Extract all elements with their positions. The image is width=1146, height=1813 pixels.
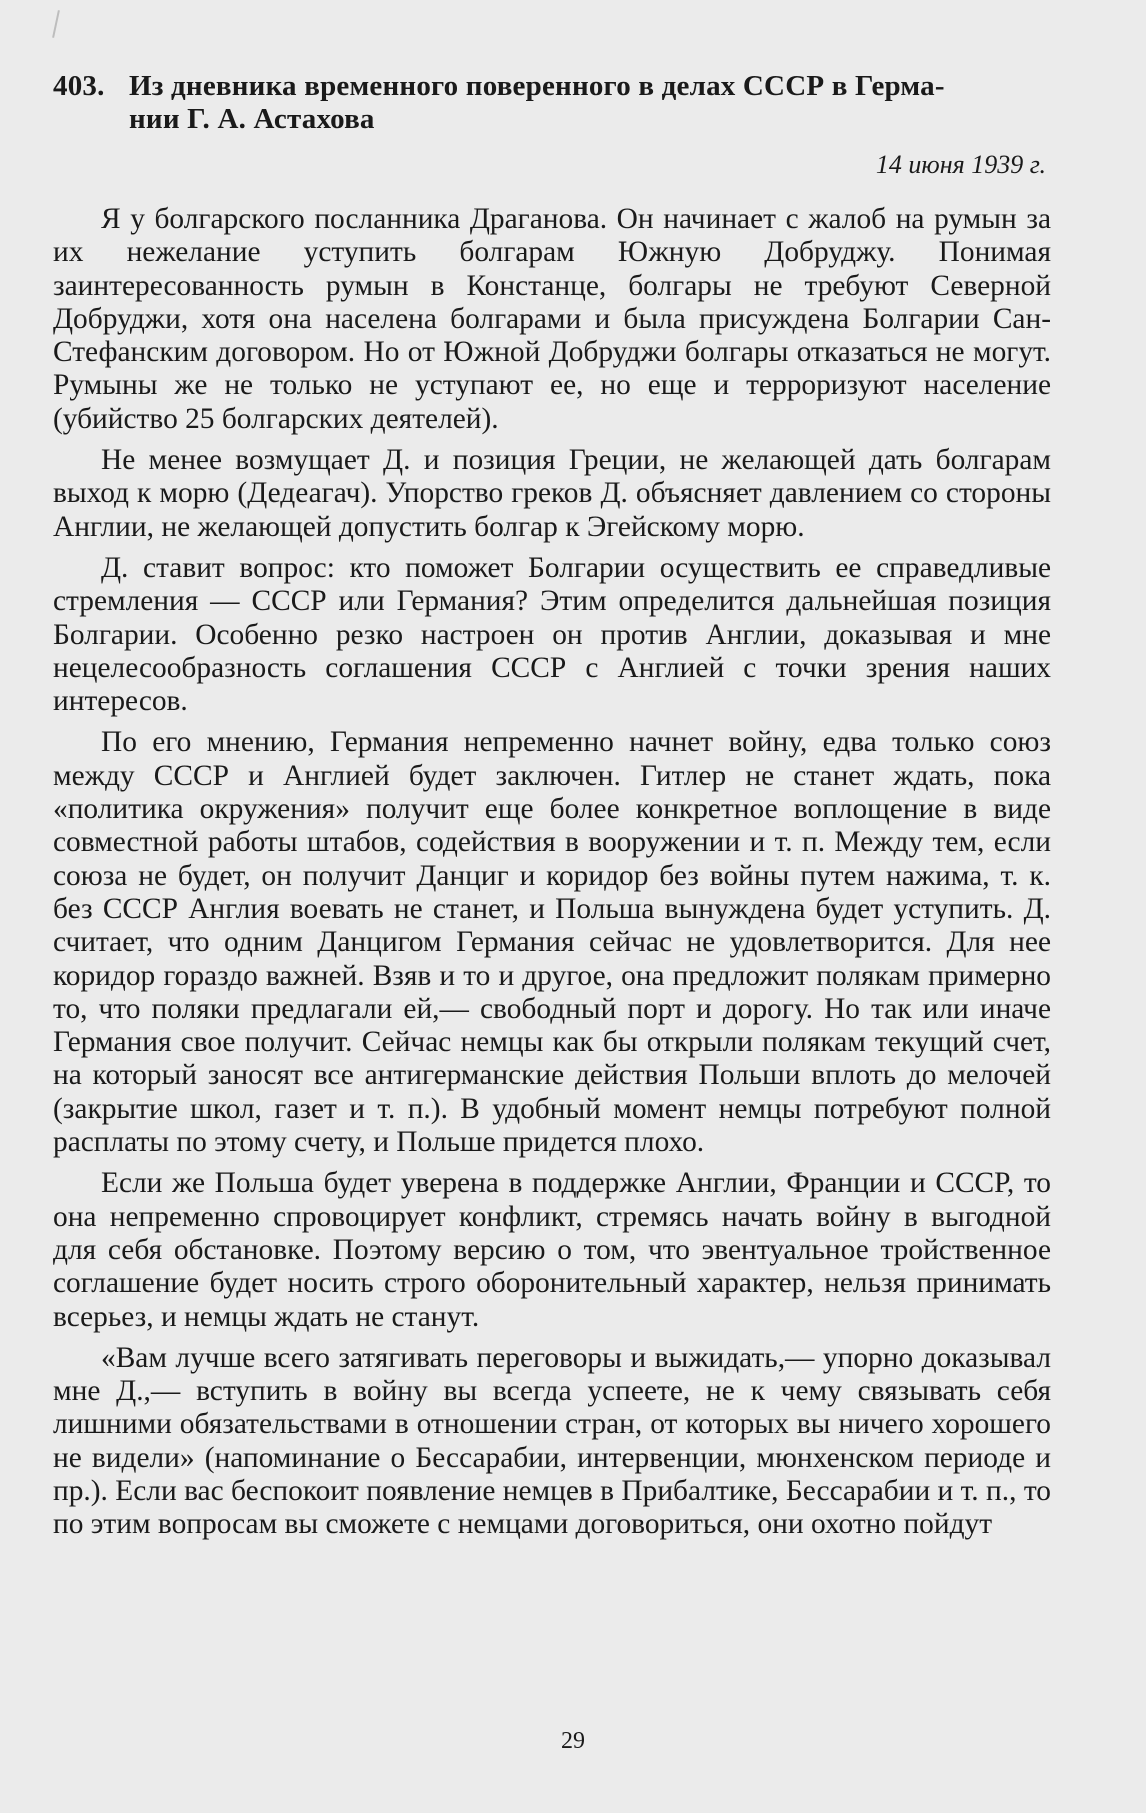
document-heading: [53, 70, 1053, 136]
paragraph: Не менее возмущает Д. и позиция Греции, не желающей дать болгарам выход к морю (Дедеагач). Упорство греков Д. объясняет давлением со стороны Англии, не желающей допустить болгар к Эгейскому морю.: [53, 444, 1051, 543]
heading-title-line-1: Из дневника временного поверенного в делах СССР в Герма-: [129, 70, 945, 102]
document-date: 14 июня 1939 г.: [875, 150, 1046, 179]
paragraph: «Вам лучше всего затягивать переговоры и выжидать,— упорно доказывал мне Д.,— вступить в войну вы всегда успеете, не к чему связывать себя лишними обязательствами в отношении стран, от которых вы ничего хорошего не видели» (напоминание о Бессарабии, интервенции, мюнхенском периоде и пр.). Если вас беспокоит появление немцев в Прибалтике, Бессарабии и т. п., то по этим вопросам вы сможете с немцами договориться, они охотно пойдут: [53, 1341, 1051, 1541]
heading-line-1: [53, 70, 1053, 103]
page-number: 29: [561, 1728, 585, 1754]
paragraph: Если же Польша будет уверена в поддержке Англии, Франции и СССР, то она непременно спровоцирует конфликт, стремясь начать войну в выгодной для себя обстановке. Поэтому версию о том, что эвентуальное тройственное соглашение будет носить строго оборонительный характер, нельзя принимать всерьез, и немцы ждать не станут.: [53, 1167, 1051, 1333]
document-body: [53, 203, 1051, 1550]
document-number: 403.: [53, 70, 105, 102]
paragraph: Д. ставит вопрос: кто поможет Болгарии осуществить ее справедливые стремления — СССР или Германия? Этим определится дальнейшая позиция Болгарии. Особенно резко настроен он против Англии, доказывая и мне нецелесообразность соглашения СССР с Англией с точки зрения наших интересов.: [53, 551, 1051, 718]
heading-title-line-2: нии Г. А. Астахова: [129, 103, 375, 135]
scan-mark-decoration: [52, 10, 60, 38]
paragraph: По его мнению, Германия непременно начнет войну, едва только союз между СССР и Англией будет заключен. Гитлер не станет ждать, пока «политика окружения» получит еще более конкретное воплощение в виде совместной работы штабов, содействия в вооружении и т. п. Между тем, если союза не будет, он получит Данциг и коридор без войны путем нажима, т. к. без СССР Англия воевать не станет, и Польша вынуждена будет уступить. Д. считает, что одним Данцигом Германия сейчас не удовлетворится. Для нее коридор гораздо важней. Взяв и то и другое, она предложит полякам примерно то, что поляки предлагали ей,— свободный порт и дорогу. Но так или иначе Германия свое получит. Сейчас немцы как бы открыли полякам текущий счет, на который заносят все антигерманские действия Польши вплоть до мелочей (закрытие школ, газет и т. п.). В удобный момент немцы потребуют полной расплаты по этому счету, и Польше придется плохо.: [53, 726, 1051, 1159]
paragraph: Я у болгарского посланника Драганова. Он начинает с жалоб на румын за их нежелание уступить болгарам Южную Добруджу. Понимая заинтересованность румын в Констанце, болгары не требуют Северной Добруджи, хотя она населена болгарами и была присуждена Болгарии Сан-Стефанским договором. Но от Южной Добруджи болгары отказаться не могут. Румыны же не только не уступают ее, но еще и терроризуют население (убийство 25 болгарских деятелей).: [53, 203, 1051, 435]
